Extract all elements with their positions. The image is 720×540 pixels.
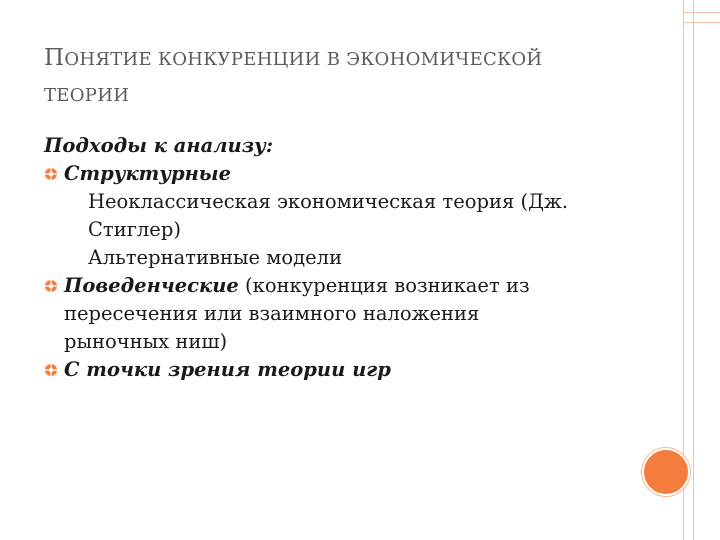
bullet-behavioral-line3: рыночных ниш) — [64, 330, 228, 353]
title-line-2: ТЕОРИИ — [44, 85, 130, 106]
frame-line-top — [683, 12, 720, 13]
gear-bullet-icon — [44, 356, 64, 384]
bullet-text-structural: Структурные — [64, 162, 232, 185]
gear-bullet-icon — [44, 272, 64, 300]
bullet-item-structural — [44, 160, 634, 188]
bullet-text-game-theory: С точки зрения теории игр — [64, 358, 391, 381]
frame-line-top-2 — [683, 22, 720, 23]
gear-bullet-icon — [44, 160, 64, 188]
title-capital: П — [44, 45, 65, 71]
bullet-behavioral-line2: пересечения или взаимного наложения — [64, 302, 480, 325]
orange-circle-icon — [642, 448, 690, 496]
sub-item-neoclassical — [44, 188, 634, 244]
bullet-text-behavioral-rest: (конкуренция возникает из — [238, 274, 530, 297]
sub-item-alternative: Альтернативные модели — [88, 246, 343, 269]
intro-heading: Подходы к анализу: — [44, 134, 274, 157]
slide-title — [44, 40, 634, 114]
slide-content — [44, 132, 634, 384]
title-line-1 — [44, 40, 634, 78]
bullet-item-game-theory — [44, 356, 634, 384]
frame-line-right — [693, 0, 694, 540]
sub-item-neoclassical-line1: Неоклассическая экономическая теория (Дж. — [88, 190, 569, 213]
bullet-text-behavioral — [64, 272, 530, 300]
bullet-item-behavioral — [44, 272, 634, 300]
bullet-text-behavioral-bold: Поведенческие — [64, 274, 239, 297]
sub-item-neoclassical-line2: Стиглер) — [88, 218, 181, 241]
title-line-1-text: ОНЯТИЕ КОНКУРЕНЦИИ В ЭКОНОМИЧЕСКОЙ — [64, 49, 543, 70]
